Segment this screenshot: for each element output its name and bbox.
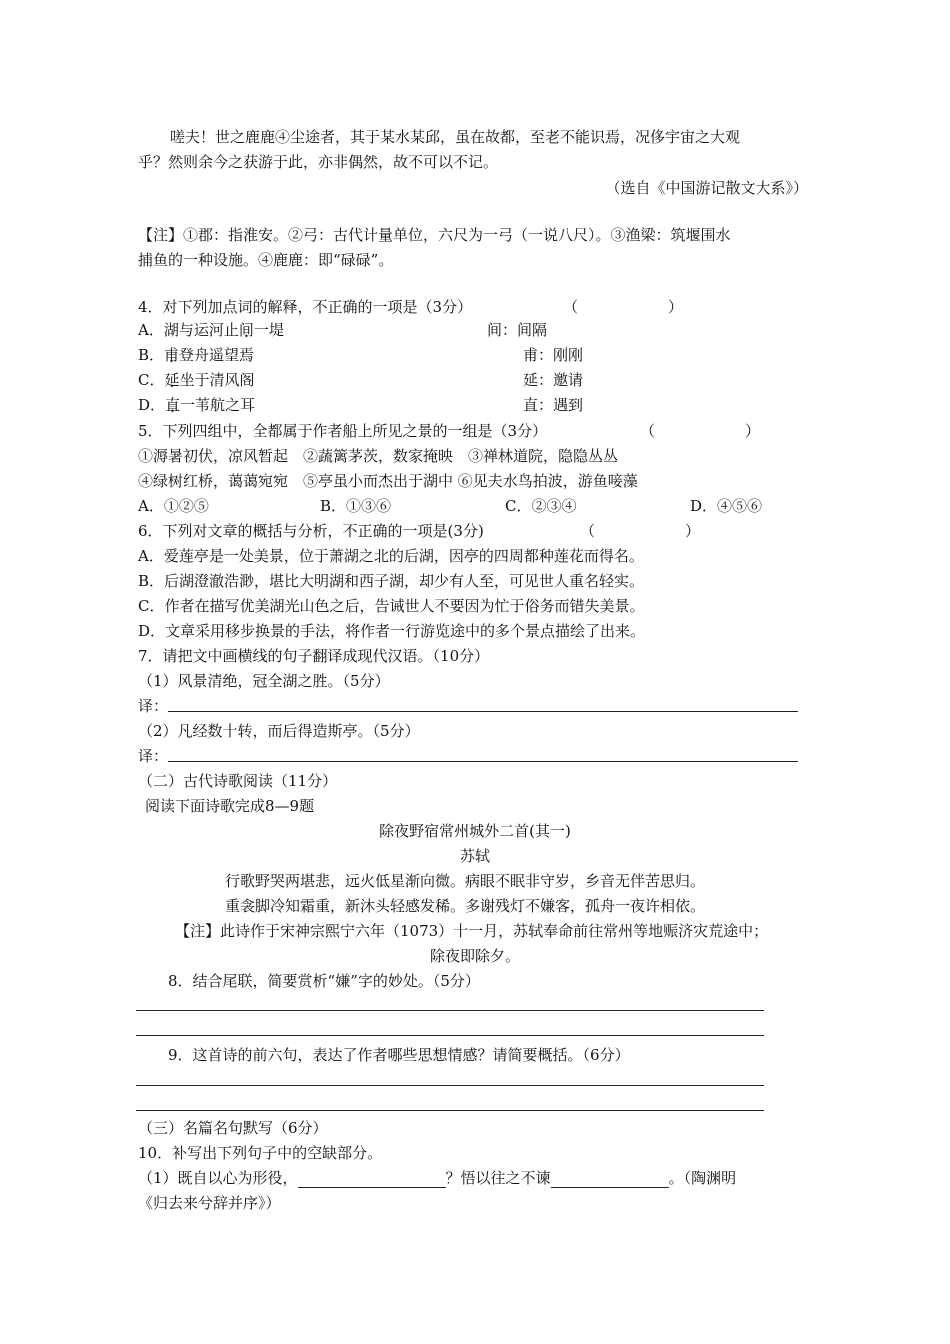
answer-paren: （ ） xyxy=(563,298,684,316)
translation-label: 译： xyxy=(138,747,169,765)
option-c: C．作者在描写优美湖光山色之后，告诫世人不要因为忙于俗务而错失美景。 xyxy=(138,597,645,615)
option-b: B．甫登舟遥望焉 xyxy=(138,346,255,364)
option-a: A．爱莲亭是一处美景，位于萧湖之北的后湖，因亭的四周都种莲花而得名。 xyxy=(138,547,644,565)
fill-in-source: 《归去来兮辞并序》） xyxy=(138,1194,281,1212)
poem-author: 苏轼 xyxy=(459,847,490,865)
annotation-line: 【注】①郡：指淮安。②弓：古代计量单位，六尺为一弓（一说八尺）。③渔梁：筑堰围水 xyxy=(138,226,731,244)
question-5-row: ①溽暑初伏，凉风暂起 ②蔬篱茅茨，数家掩映 ③禅林道院，隐隐丛丛 xyxy=(138,447,619,465)
option-d-gloss: 直：遇到 xyxy=(523,396,584,414)
option-d: D．文章采用移步换景的手法，将作者一行游览途中的多个景点描绘了出来。 xyxy=(138,622,646,640)
translation-label: 译： xyxy=(138,697,169,715)
poem-note: 除夜即除夕。 xyxy=(429,947,520,965)
option-c-gloss: 延：邀请 xyxy=(523,371,584,389)
answer-line[interactable] xyxy=(168,711,798,712)
annotation-line: 捕鱼的一种设施。④鹿鹿：即“碌碌”。 xyxy=(138,251,394,269)
fill-in-line: （1）既自以心为形役， ？悟以往之不谏 。（陶渊明 xyxy=(138,1169,737,1187)
option-d: D．直一苇航之耳 xyxy=(138,396,256,414)
poem-note: 【注】此诗作于宋神宗熙宁六年（1073）十一月，苏轼奉命前往常州等地赈济灾荒途中； xyxy=(175,922,769,940)
dotted-word: 间 xyxy=(238,321,254,339)
option-a-gloss: 间：间隔 xyxy=(487,321,548,339)
choice-d: D．④⑤⑥ xyxy=(690,497,763,515)
question-7-sub-2: （2）凡经数十转，而后得造斯亭。（5分） xyxy=(138,722,420,740)
blank-2[interactable] xyxy=(551,1171,669,1188)
question-5-row: ④绿树红桥，蔼蔼宛宛 ⑤亭虽小而杰出于湖中 ⑥见夫水鸟拍波，游鱼唼藻 xyxy=(138,472,638,490)
poem-line: 行歌野哭两堪悲，远火低星渐向微。病眼不眠非守岁，乡音无伴苦思归。 xyxy=(225,872,706,890)
answer-line[interactable] xyxy=(136,1085,764,1086)
dotted-word: 直 xyxy=(165,396,181,414)
section-heading: （三）名篇名句默写（6分） xyxy=(138,1119,328,1137)
option-b: B．后湖澄澈浩渺，堪比大明湖和西子湖，却少有人至，可见世人重名轻实。 xyxy=(138,572,645,590)
question-6-stem: 6．下列对文章的概括与分析，不正确的一项是(3分) xyxy=(138,522,484,540)
blank-1[interactable] xyxy=(298,1171,446,1188)
answer-line[interactable] xyxy=(168,761,798,762)
answer-paren: （ ） xyxy=(580,522,701,540)
passage-source: （选自《中国游记散文大系》） xyxy=(605,179,808,197)
poem-title: 除夜野宿常州城外二首(其一) xyxy=(379,822,571,840)
answer-paren: （ ） xyxy=(640,422,761,440)
dotted-word: 延 xyxy=(164,371,180,389)
option-a: A．湖与运河止间一堤 xyxy=(138,321,284,339)
answer-line[interactable] xyxy=(136,1010,764,1011)
poem-line: 重衾脚冷知霜重，新沐头轻感发稀。多谢残灯不嫌客，孤舟一夜许相依。 xyxy=(225,897,706,915)
option-c: C．延坐于清风阁 xyxy=(138,371,255,389)
answer-line[interactable] xyxy=(136,1110,764,1111)
question-7-sub-1: （1）风景清绝，冠全湖之胜。（5分） xyxy=(138,672,390,690)
question-5-stem: 5．下列四组中，全都属于作者船上所见之景的一组是（3分） xyxy=(138,422,548,440)
passage-line: 乎？然则余今之获游于此，亦非偶然，故不可以不记。 xyxy=(138,153,499,171)
dotted-word: 甫 xyxy=(164,346,180,364)
section-heading: （二）古代诗歌阅读（11分） xyxy=(138,772,338,790)
section-instruction: 阅读下面诗歌完成8—9题 xyxy=(145,797,315,815)
question-10: 10．补写出下列句子中的空缺部分。 xyxy=(138,1144,383,1162)
choice-a: A．①②⑤ xyxy=(138,497,209,515)
choice-c: C．②③④ xyxy=(505,497,577,515)
choice-b: B．①③⑥ xyxy=(320,497,392,515)
question-9: 9．这首诗的前六句，表达了作者哪些思想情感？请简要概括。（6分） xyxy=(168,1046,630,1064)
question-4-stem: 4．对下列加点词的解释，不正确的一项是（3分） xyxy=(138,298,473,316)
question-7-stem: 7．请把文中画横线的句子翻译成现代汉语。（10分） xyxy=(138,647,490,665)
answer-line[interactable] xyxy=(136,1035,764,1036)
question-8: 8．结合尾联，简要赏析“嫌”字的妙处。（5分） xyxy=(168,972,480,990)
passage-line: 嗟夫！世之鹿鹿④尘途者，其于某水某邱，虽在故都，至老不能识焉，况侈宇宙之大观 xyxy=(170,128,741,146)
option-b-gloss: 甫：刚刚 xyxy=(523,346,584,364)
